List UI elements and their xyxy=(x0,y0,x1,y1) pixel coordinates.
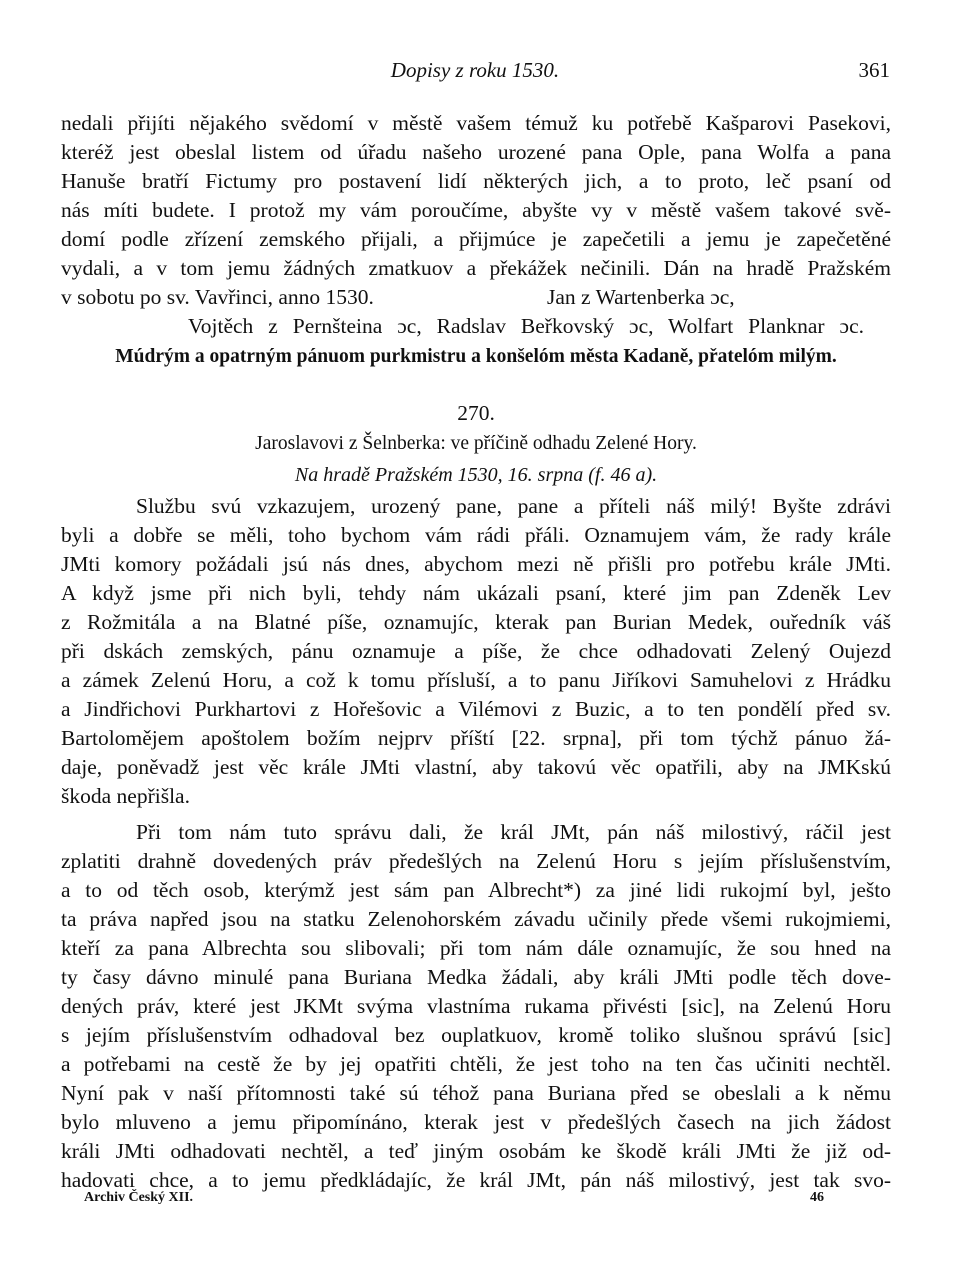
document-heading: Jaroslavovi z Šelnberka: ve příčině odhadu Zelené Hory. xyxy=(255,433,697,454)
text-line: bylo mluveno a jemu připomínáno, kterak jest v předešlých časech na jich žádost xyxy=(61,1110,891,1134)
sheet-number: 46 xyxy=(810,1190,824,1205)
text-line: nedali přijíti nějakého svědomí v městě vašem témuž ku potřebě Kašparovi Pasekovi, xyxy=(61,111,891,135)
text-line: vydali, a v tom jemu žádných zmatkuov a překážek nečinili. Dán na hradě Pražském xyxy=(61,256,891,280)
place-date: Na hradě Pražském 1530, 16. srpna (f. 46 a). xyxy=(294,464,658,486)
text-line: byli a dobře se měli, toho bychom vám rádi přáli. Oznamujem vám, že rady krále xyxy=(61,523,891,547)
text-line: a to od těch osob, kterýmž jest sám pan Albrecht*) za jiné lidi rukojmí byl, ješto xyxy=(61,878,891,902)
page-number: 361 xyxy=(858,58,890,82)
text-line: daje, poněvadž jest věc krále JMti vlastní, aby takovú věc opatřili, aby na JMKskú xyxy=(61,755,891,779)
date-line: v sobotu po sv. Vavřinci, anno 1530. xyxy=(61,285,374,309)
text-line: kteréž jest obeslal listem od úřadu našeho urozené pana Ople, pana Wolfa a pana xyxy=(61,140,891,164)
text-line: ta práva napřed jsou na statku Zelenohorském závadu učinily přede všemi rukojmiemi, xyxy=(61,907,891,931)
running-head xyxy=(60,54,890,88)
document-number: 270. xyxy=(457,401,495,425)
text-line: Službu svú vzkazujem, urozený pane, pane a příteli náš milý! Byšte zdrávi xyxy=(136,494,891,518)
text-line: Bartolomějem apoštolem božím nejprv příští [22. srpna], při tom týchž pánuo žá- xyxy=(61,726,891,750)
signers-line: Vojtěch z Pernšteina ɔc, Radslav Beřkovský ɔc, Wolfart Planknar ɔc. xyxy=(188,314,864,338)
text-line: z Rožmitála a na Blatné píše, oznamujíc, kterak pan Burian Medek, ouředník váš xyxy=(61,610,891,634)
page-footer xyxy=(84,1190,824,1214)
address-line: Múdrým a opatrným pánuom purkmistru a konšelóm města Kadaně, přatelóm milým. xyxy=(115,346,837,367)
text-line: a zámek Zelenú Horu, a což k tomu přísluší, a to panu Jiříkovi Samuhelovi z Hrádku xyxy=(61,668,891,692)
text-line: s jejím příslušenstvím odhadoval bez ouplatkuov, kromě toliko slušnou správú [sic] xyxy=(61,1023,891,1047)
text-line: škoda nepřišla. xyxy=(61,784,190,808)
text-line: králi JMti odhadovati nechtěl, a teď jiným osobám ke škodě králi JMti že již od- xyxy=(61,1139,891,1163)
text-line: Hanuše bratří Fictumy pro postavení lidí některých jich, a to proto, leč psaní od xyxy=(61,169,891,193)
text-line: dených práv, které jest JKMt svýma vlastníma rukama přivésti [sic], na Zelenú Horu xyxy=(61,994,891,1018)
text-line: nás míti budete. I protož my vám poroučíme, abyšte vy v městě vašem takové svě- xyxy=(61,198,891,222)
text-line: JMti komory požádali jsú nás dnes, abychom mezi ně přišli pro potřebu krále JMti. xyxy=(61,552,891,576)
text-line: A když jsme při nich byli, tehdy nám ukázali psaní, které jim pan Zdeněk Lev xyxy=(61,581,891,605)
text-line: a potřebami na cestě že by jej opatřiti chtěli, že jest toho na ten čas učiniti nechtěl. xyxy=(61,1052,891,1076)
text-line: kteří za pana Albrechta sou slibovali; při tom nám dále oznamujíc, že sou hned na xyxy=(61,936,891,960)
text-line: a Jindřichovi Purkhartovi z Hořešovic a Vilémovi z Buzic, a to ten pondělí před sv. xyxy=(61,697,891,721)
text-line: Při tom nám tuto správu dali, že král JMt, pán náš milostivý, ráčil jest xyxy=(136,820,891,844)
text-line: při dskách zemských, pánu oznamuje a píše, že chce odhadovati Zelený Oujezd xyxy=(61,639,891,663)
text-line: ty časy dávno minulé pana Buriana Medka žádali, aby králi JMti podle těch dove- xyxy=(61,965,891,989)
text-line: zplatiti drahně dovedených práv předešlých na Zelenú Horu s jejím příslušenstvím, xyxy=(61,849,891,873)
text-line: Nyní pak v naší přítomnosti také sú téhož pana Buriana před se obeslali a k němu xyxy=(61,1081,891,1105)
signature-mark: Archiv Český XII. xyxy=(84,1190,194,1205)
running-title: Dopisy z roku 1530. xyxy=(390,58,560,82)
text-line: hadovati chce, a to jemu předkládajíc, že král JMt, pán náš milostivý, jest tak svo- xyxy=(61,1168,891,1192)
text-line: domí podle zřízení zemského přijali, a přijmúce je zapečetili a jemu je zapečetěné xyxy=(61,227,891,251)
signer-line: Jan z Wartenberka ɔc, xyxy=(547,285,735,309)
